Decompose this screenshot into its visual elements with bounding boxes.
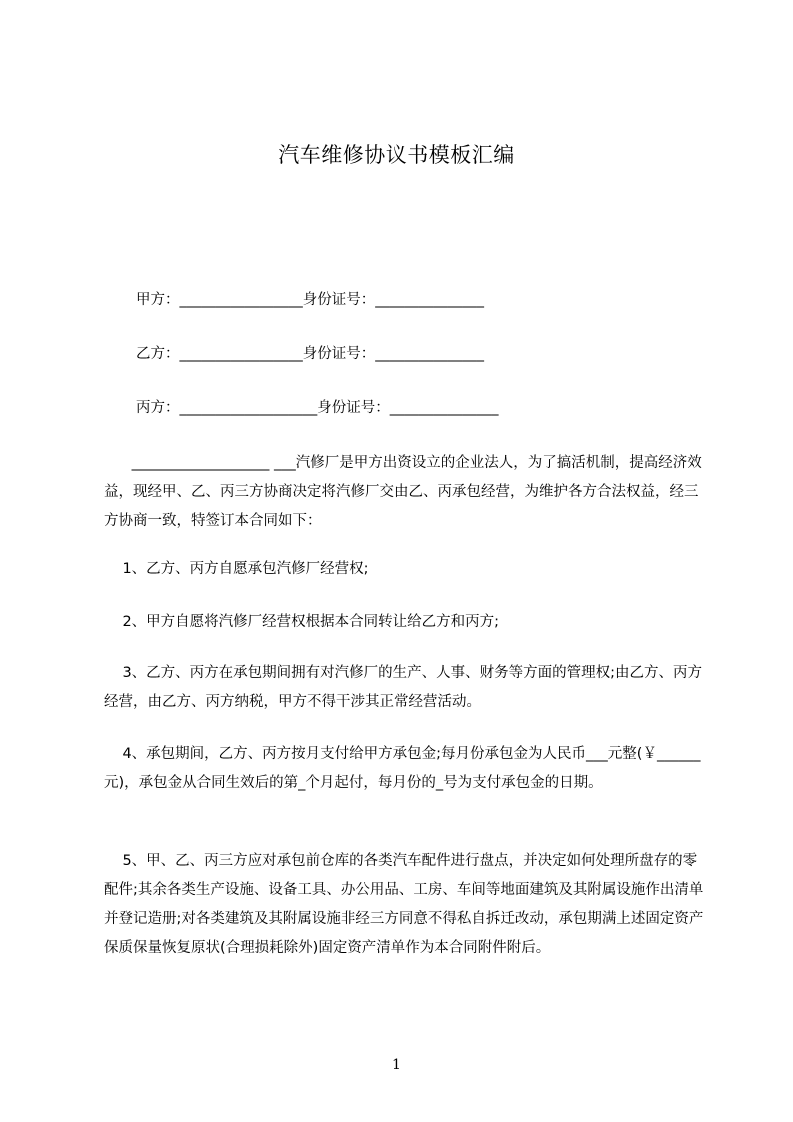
clause-1-paragraph: 1、乙方、丙方自愿承包汽修厂经营权; [104, 561, 369, 577]
clause-5-paragraph: 5、甲、乙、丙三方应对承包前仓库的各类汽车配件进行盘点，并决定如何处理所盘存的零配件;其余各类生产设施、设备工具、办公用品、工房、车间等地面建筑及其附属设施作出清单并登记造册;对各类建筑及其附属设施非经三方同意不得私自拆迁改动，承包期满上述固定资产保质保量恢复原状(合理损耗除外)固定资产清单作为本合同附件附后。 [104, 853, 704, 956]
clause-4-paragraph: 4、承包期间，乙方、丙方按月支付给甲方承包金;每月份承包金为人民币___元整(￥______元)，承包金从合同生效后的第_个月起付，每月份的_号为支付承包金的日期。 [104, 746, 701, 791]
page-title: 汽车维修协议书模板汇编 [278, 143, 515, 167]
clause-2-paragraph: 2、甲方自愿将汽修厂经营权根据本合同转让给乙方和丙方; [104, 614, 500, 630]
party-a-line: 甲方：_________________身份证号：_______________ [136, 292, 484, 308]
party-b-line: 乙方：_________________身份证号：_______________ [136, 346, 484, 362]
intro-paragraph: ___________________ ___汽修厂是甲方出资设立的企业法人，为了搞活机制，提高经济效益，现经甲、乙、丙三方协商决定将汽修厂交由乙、丙承包经营，为维护各方合法权益，经三方协商一致，特签订本合同如下： [104, 455, 702, 529]
page-number: 1 [392, 1057, 401, 1073]
party-c-line: 丙方：___________________身份证号：_______________ [136, 400, 499, 416]
clause-3-paragraph: 3、乙方、丙方在承包期间拥有对汽修厂的生产、人事、财务等方面的管理权;由乙方、丙方经营，由乙方、丙方纳税，甲方不得干涉其正常经营活动。 [104, 665, 703, 710]
